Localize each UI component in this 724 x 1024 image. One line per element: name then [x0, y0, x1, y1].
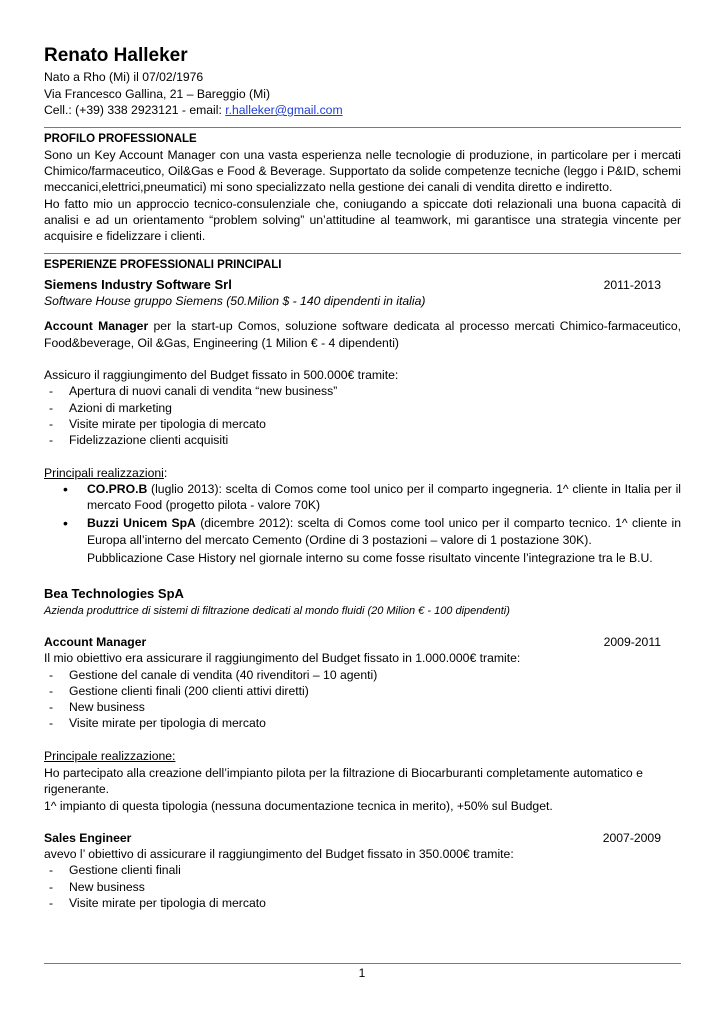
page-number: 1 [358, 966, 366, 980]
client-name: Buzzi Unicem SpA [87, 516, 196, 531]
role-header [44, 634, 681, 650]
profile-paragraph-2: Ho fatto mio un approccio tecnico-consulenziale che, coniugando a spiccate doti relazionali una buona capacità di analisi e ad un orientamento “problem solving” un’attitudine al teamwork, mi garantisce una strategia vincente per acquisire e fidelizzare i clienti. [44, 196, 681, 244]
company-subtitle: Azienda produttrice di sistemi di filtrazione dedicati al mondo fluidi (20 Milion € - 100 dipendenti) [44, 604, 510, 617]
list-item: - Apertura di nuovi canali di vendita “new business” [44, 383, 681, 399]
role-title: Account Manager [44, 319, 149, 334]
achievement-text: (luglio 2013): scelta di Comos come tool unico per il comparto ingegneria. 1^ cliente in Italia per il mercato Food (progetto pilota - valore 70K) [87, 481, 681, 513]
achievement-title: Principale realizzazione: [44, 748, 176, 763]
company-name: Siemens Industry Software Srl [44, 276, 232, 292]
list-item: - Visite mirate per tipologia di mercato [44, 895, 681, 911]
experience-title: ESPERIENZE PROFESSIONALI PRINCIPALI [44, 258, 282, 271]
phone-label: Cell.: (+39) 338 2923121 - email: [44, 103, 226, 117]
profile-paragraph-1: Sono un Key Account Manager con una vasta esperienza nelle tecnologie di produzione, in particolare per i mercati Chimico/farmaceutico, Oil&Gas e Food & Beverage. Supportato da solide competenze tecniche (leggo i P&ID, schemi meccanici,elettrici,pneumatici) mi sono specializzato nella gestione dei canali di vendita diretto e indiretto. [44, 147, 681, 195]
address: Via Francesco Gallina, 21 – Bareggio (Mi) [44, 86, 271, 101]
phone-email-line [44, 102, 681, 119]
list-item: - Visite mirate per tipologia di mercato [44, 416, 681, 432]
section-divider [44, 127, 681, 128]
company-subtitle: Software House gruppo Siemens (50.Milion $ - 140 dipendenti in italia) [44, 294, 426, 309]
achievement-paragraph-1: Ho partecipato alla creazione dell’impianto pilota per la filtrazione di Biocarburanti completamente automatico e rigenerante. [44, 766, 643, 797]
cv-page [44, 44, 681, 911]
client-name: CO.PRO.B [87, 481, 148, 496]
role-title: Account Manager [44, 634, 147, 649]
role-title: Sales Engineer [44, 830, 132, 845]
achievement-paragraph-2: 1^ impianto di questa tipologia (nessuna documentazione tecnica in merito), +50% sul Budget. [44, 798, 553, 813]
profile-section [44, 131, 681, 245]
footer-divider [44, 963, 681, 964]
achievements-colon: : [163, 465, 168, 480]
list-item: - Gestione clienti finali (200 clienti attivi diretti) [44, 683, 681, 699]
role-years: 2007-2009 [602, 830, 661, 845]
birth-info: Nato a Rho (Mi) il 07/02/1976 [44, 70, 204, 84]
task-list [44, 862, 681, 911]
publication-note: Pubblicazione Case History nel giornale interno su come fosse risultato vincente l’integrazione tra le B.U. [87, 551, 653, 566]
contact-block [44, 69, 681, 119]
list-item: - Gestione del canale di vendita (40 rivenditori – 10 agenti) [44, 667, 681, 683]
section-divider [44, 253, 681, 254]
achievements-title: Principali realizzazioni [44, 465, 164, 480]
role-header [44, 830, 681, 846]
task-list [44, 383, 681, 448]
budget-line: Assicuro il raggiungimento del Budget fissato in 500.000€ tramite: [44, 368, 399, 383]
task-list [44, 667, 681, 732]
list-item: - New business [44, 699, 681, 715]
experience-section [44, 257, 681, 912]
company-header [44, 277, 681, 293]
achievement-text: (dicembre 2012): scelta di Comos come tool unico per il comparto tecnico. 1^ cliente in Europa all’interno del mercato Cemento (Ordine di 3 postazioni – valore di 1 postazione 30K). [87, 516, 682, 547]
list-item: - New business [44, 879, 681, 895]
profile-title: PROFILO PROFESSIONALE [44, 132, 197, 145]
list-item: - Visite mirate per tipologia di mercato [44, 715, 681, 731]
list-item [44, 515, 681, 548]
list-item: - Gestione clienti finali [44, 862, 681, 878]
role-description [44, 318, 681, 351]
achievements-heading [44, 465, 681, 481]
email-link[interactable]: r.halleker@gmail.com [225, 103, 343, 117]
role-text: per la start-up Comos, soluzione software dedicata al processo mercati Chimico-farmaceutico, Food&beverage, Oil &Gas, Engineering (1 Milion € - 4 dipendenti) [44, 319, 681, 350]
budget-line: avevo l’ obiettivo di assicurare il raggiungimento del Budget fissato in 350.000€ tramite: [44, 847, 514, 862]
list-item: - Fidelizzazione clienti acquisiti [44, 432, 681, 448]
company-name: Bea Technologies SpA [44, 586, 184, 602]
budget-line: Il mio obiettivo era assicurare il raggiungimento del Budget fissato in 1.000.000€ tramite: [44, 651, 521, 666]
role-years: 2009-2011 [603, 634, 661, 649]
candidate-name: Renato Halleker [44, 45, 188, 66]
company-years: 2011-2013 [603, 277, 661, 292]
list-item [44, 481, 681, 514]
achievement-list [44, 481, 681, 548]
list-item: - Azioni di marketing [44, 400, 681, 416]
